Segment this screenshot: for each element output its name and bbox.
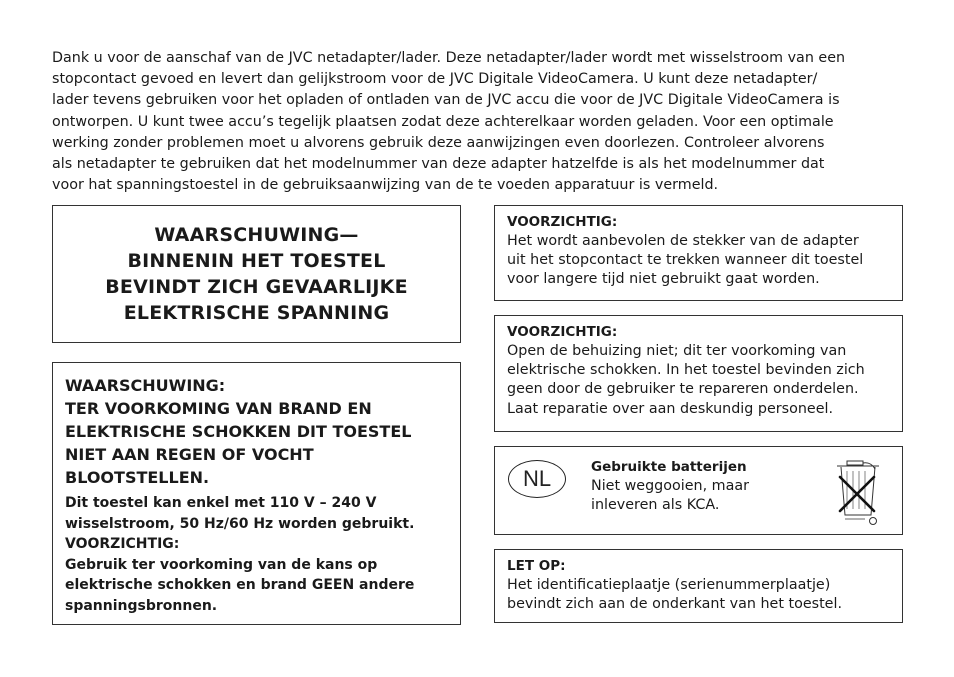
- caution-title: VOORZICHTIG:: [65, 536, 180, 552]
- warning-heading-line: NIET AAN REGEN OF VOCHT: [65, 445, 314, 464]
- intro-line: Dank u voor de aanschaf van de JVC netadapter/lader. Deze netadapter/lader wordt met wisselstroom van een: [52, 50, 846, 66]
- caution-unplug-box: [494, 205, 903, 301]
- warning-heading-line: WAARSCHUWING:: [65, 376, 226, 395]
- intro-line: stopcontact gevoed en levert dan gelijkstroom voor de JVC Digitale VideoCamera. U kunt deze netadapter/: [52, 71, 818, 88]
- warning-heading-line: TER VOORKOMING VAN BRAND EN: [65, 399, 372, 418]
- warning-heading-line: ELEKTRISCHE SPANNING: [123, 302, 390, 324]
- warning-heading-line: BINNENIN HET TOESTEL: [127, 250, 386, 272]
- caution-line: Het wordt aanbevolen de stekker van de adapter: [507, 233, 859, 249]
- warning-heading-line: WAARSCHUWING—: [154, 224, 359, 246]
- caution-line: Laat reparatie over aan deskundig personeel.: [507, 400, 834, 417]
- nl-country-badge: NL: [508, 460, 566, 498]
- caution-title: VOORZICHTIG:: [507, 324, 618, 340]
- caution-line: uit het stopcontact te trekken wanneer dit toestel: [507, 252, 864, 269]
- fire-shock-warning-box: [52, 362, 461, 625]
- caution-title: VOORZICHTIG:: [507, 214, 618, 230]
- warning-heading-line: ELEKTRISCHE SCHOKKEN DIT TOESTEL: [65, 422, 412, 441]
- intro-line: werking zonder problemen moet u alvorens gebruik deze aanwijzingen even doorlezen. Controleer alvorens: [52, 134, 825, 151]
- dangerous-voltage-warning-box: [52, 205, 461, 343]
- note-line: Het identificatieplaatje (serienummerplaatje): [507, 577, 831, 593]
- warning-heading-line: BEVINDT ZICH GEVAARLIJKE: [105, 276, 408, 298]
- caution-line: voor langere tijd niet gebruikt gaat worden.: [507, 271, 820, 288]
- warning-heading-line: BLOOTSTELLEN.: [65, 468, 210, 487]
- intro-line: lader tevens gebruiken voor het opladen of ontladen van de JVC accu die voor de JVC Digitale VideoCamera is: [52, 92, 840, 109]
- caution-line: spanningsbronnen.: [65, 597, 218, 614]
- crossed-out-bin-icon: [833, 457, 883, 529]
- intro-line: als netadapter te gebruiken dat het modelnummer van deze adapter hatzelfde is als het modelnummer dat: [52, 156, 825, 173]
- note-label-box: [494, 549, 903, 623]
- voltage-line: wisselstroom, 50 Hz/60 Hz worden gebruikt.: [65, 515, 415, 532]
- batteries-title: Gebruikte batterijen: [591, 459, 747, 475]
- caution-line: geen door de gebruiker te repareren onderdelen.: [507, 381, 859, 398]
- note-title: LET OP:: [507, 558, 566, 574]
- intro-paragraph: [52, 48, 912, 196]
- caution-line: Gebruik ter voorkoming van de kans op: [65, 556, 378, 573]
- intro-line: voor hat spanningstoestel in de gebruiksaanwijzing van de te voeden apparatuur is vermeld.: [52, 177, 719, 194]
- used-batteries-box: [494, 446, 903, 535]
- batteries-line: Niet weggooien, maar: [591, 478, 749, 494]
- batteries-line: inleveren als KCA.: [591, 497, 720, 513]
- caution-housing-box: [494, 315, 903, 432]
- note-line: bevindt zich aan de onderkant van het toestel.: [507, 596, 842, 613]
- caution-line: Open de behuizing niet; dit ter voorkoming van: [507, 343, 847, 359]
- caution-line: elektrische schokken en brand GEEN andere: [65, 577, 415, 593]
- caution-line: elektrische schokken. In het toestel bevinden zich: [507, 362, 865, 379]
- intro-line: ontworpen. U kunt twee accu’s tegelijk plaatsen zodat deze achterelkaar worden geladen. Voor een optimale: [52, 113, 834, 130]
- voltage-line: Dit toestel kan enkel met 110 V – 240 V: [65, 495, 377, 511]
